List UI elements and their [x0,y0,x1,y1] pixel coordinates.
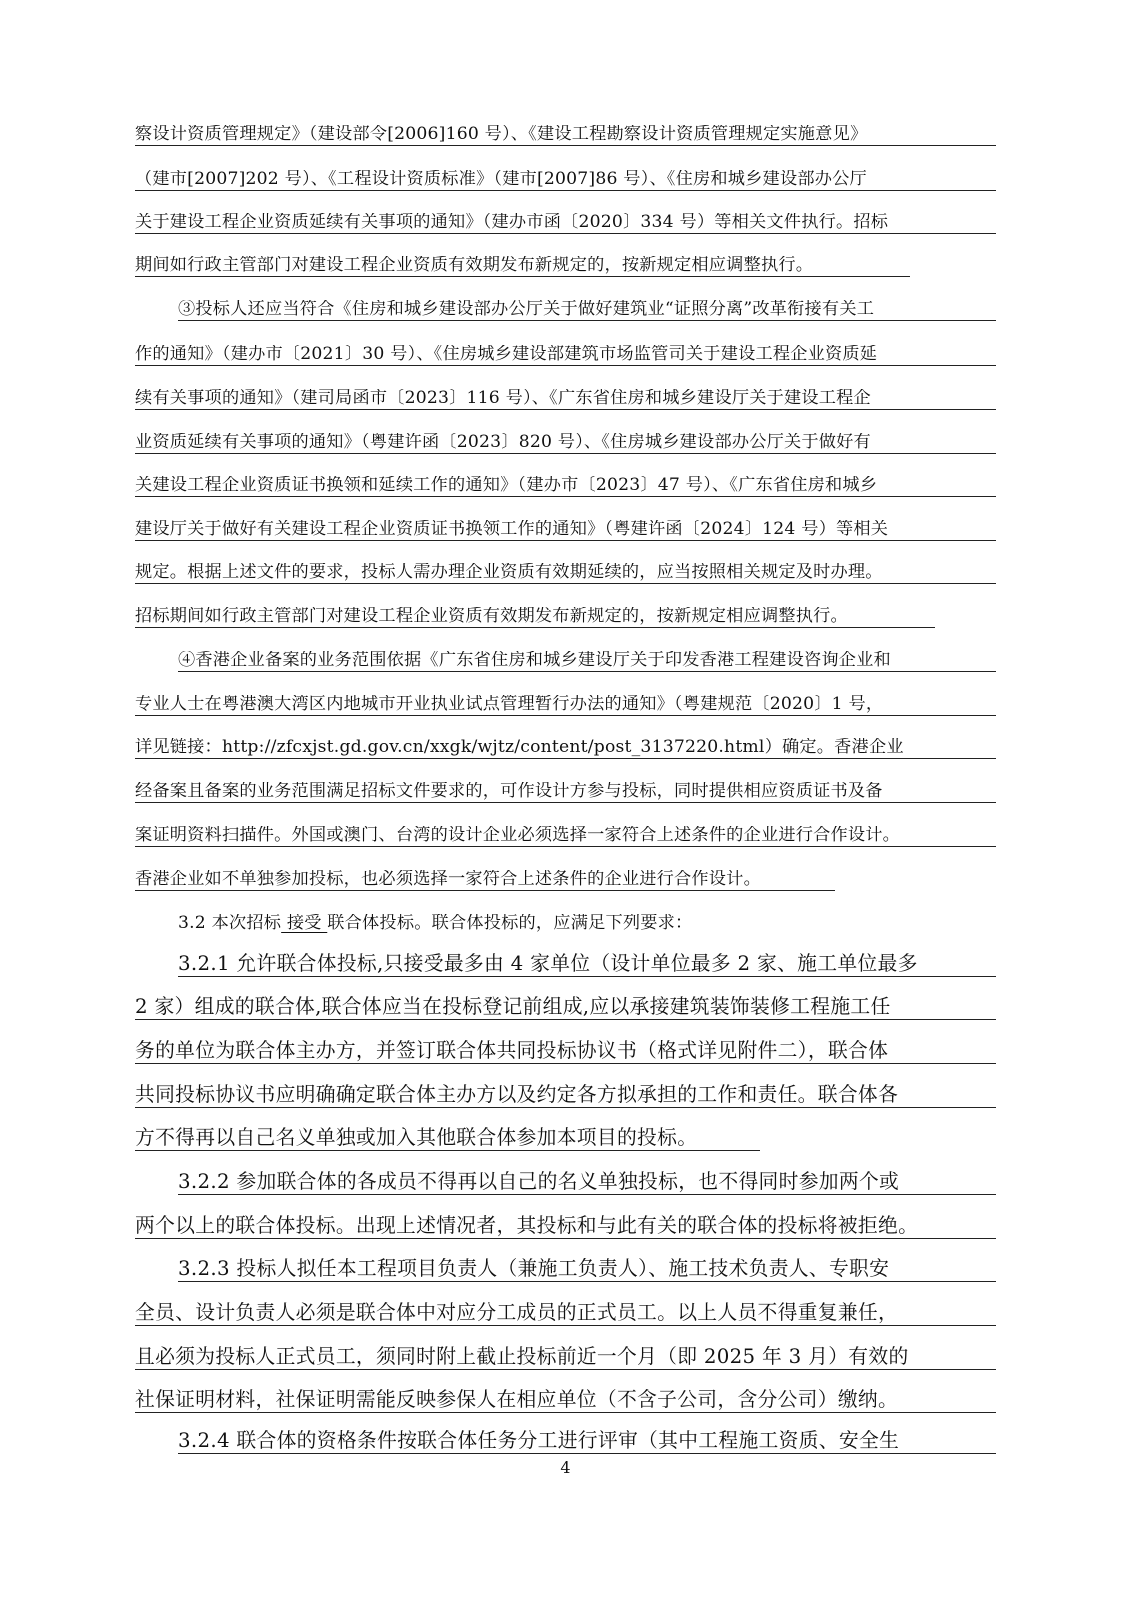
text-line: 香港企业如不单独参加投标，也必须选择一家符合上述条件的企业进行合作设计。 [135,870,835,891]
page-number: 4 [560,1458,571,1477]
text-line: 察设计资质管理规定》（建设部令[2006]160 号）、《建设工程勘察设计资质管理规定实施意见》 [135,125,996,146]
text-line: 2 家）组成的联合体,联合体应当在投标登记前组成,应以承接建筑装饰装修工程施工任 [135,996,996,1020]
text-line: 经备案且备案的业务范围满足招标文件要求的，可作设计方参与投标，同时提供相应资质证书及备 [135,782,996,803]
text-line: 规定。根据上述文件的要求，投标人需办理企业资质有效期延续的，应当按照相关规定及时办理。 [135,563,996,584]
clause-3-2-suffix: 联合体投标。联合体投标的，应满足下列要求： [327,914,693,933]
text-line: 案证明资料扫描件。外国或澳门、台湾的设计企业必须选择一家符合上述条件的企业进行合作设计。 [135,826,996,847]
clause-3-2 [178,914,996,934]
text-line: ④香港企业备案的业务范围依据《广东省住房和城乡建设厅关于印发香港工程建设咨询企业和 [178,651,996,672]
text-line: 共同投标协议书应明确确定联合体主办方以及约定各方拟承担的工作和责任。联合体各 [135,1084,996,1108]
text-line: 且必须为投标人正式员工，须同时附上截止投标前近一个月（即 2025 年 3 月）有效的 [135,1346,996,1370]
text-line: （建市[2007]202 号）、《工程设计资质标准》（建市[2007]86 号）、《住房和城乡建设部办公厅 [135,170,996,191]
text-line: 全员、设计负责人必须是联合体中对应分工成员的正式员工。以上人员不得重复兼任， [135,1302,996,1326]
text-line: 招标期间如行政主管部门对建设工程企业资质有效期发布新规定的，按新规定相应调整执行。 [135,607,935,628]
text-line: 详见链接：http://zfcxjst.gd.gov.cn/xxgk/wjtz/content/post_3137220.html）确定。香港企业 [135,738,996,759]
text-line: 业资质延续有关事项的通知》（粤建许函〔2023〕820 号）、《住房城乡建设部办公厅关于做好有 [135,433,996,454]
text-line: 两个以上的联合体投标。出现上述情况者，其投标和与此有关的联合体的投标将被拒绝。 [135,1215,996,1239]
text-line: 方不得再以自己名义单独或加入其他联合体参加本项目的投标。 [135,1127,760,1151]
text-line: 建设厅关于做好有关建设工程企业资质证书换领工作的通知》（粤建许函〔2024〕124 号）等相关 [135,520,996,541]
text-line: ③投标人还应当符合《住房和城乡建设部办公厅关于做好建筑业“证照分离”改革衔接有关工 [178,300,996,321]
text-line: 作的通知》（建办市〔2021〕30 号）、《住房城乡建设部建筑市场监管司关于建设工程企业资质延 [135,345,996,366]
text-line: 3.2.3 投标人拟任本工程项目负责人（兼施工负责人）、施工技术负责人、专职安 [178,1258,996,1282]
text-line: 社保证明材料，社保证明需能反映参保人在相应单位（不含子公司，含分公司）缴纳。 [135,1389,996,1413]
text-line: 专业人士在粤港澳大湾区内地城市开业执业试点管理暂行办法的通知》（粤建规范〔2020〕1 号， [135,695,996,716]
text-line: 3.2.2 参加联合体的各成员不得再以自己的名义单独投标，也不得同时参加两个或 [178,1171,996,1195]
text-line: 续有关事项的通知》（建司局函市〔2023〕116 号）、《广东省住房和城乡建设厅关于建设工程企 [135,389,996,410]
text-line: 3.2.4 联合体的资格条件按联合体任务分工进行评审（其中工程施工资质、安全生 [178,1430,996,1454]
text-line: 关于建设工程企业资质延续有关事项的通知》（建办市函〔2020〕334 号）等相关文件执行。招标 [135,213,996,234]
clause-3-2-blank: 接受 [281,914,328,933]
text-line: 期间如行政主管部门对建设工程企业资质有效期发布新规定的，按新规定相应调整执行。 [135,256,910,277]
text-line: 关建设工程企业资质证书换领和延续工作的通知》（建办市〔2023〕47 号）、《广东省住房和城乡 [135,476,996,497]
text-line: 3.2.1 允许联合体投标,只接受最多由 4 家单位（设计单位最多 2 家、施工单位最多 [178,953,996,977]
text-line: 务的单位为联合体主办方，并签订联合体共同投标协议书（格式详见附件二），联合体 [135,1040,996,1064]
clause-3-2-prefix: 3.2 本次招标 [178,914,282,933]
